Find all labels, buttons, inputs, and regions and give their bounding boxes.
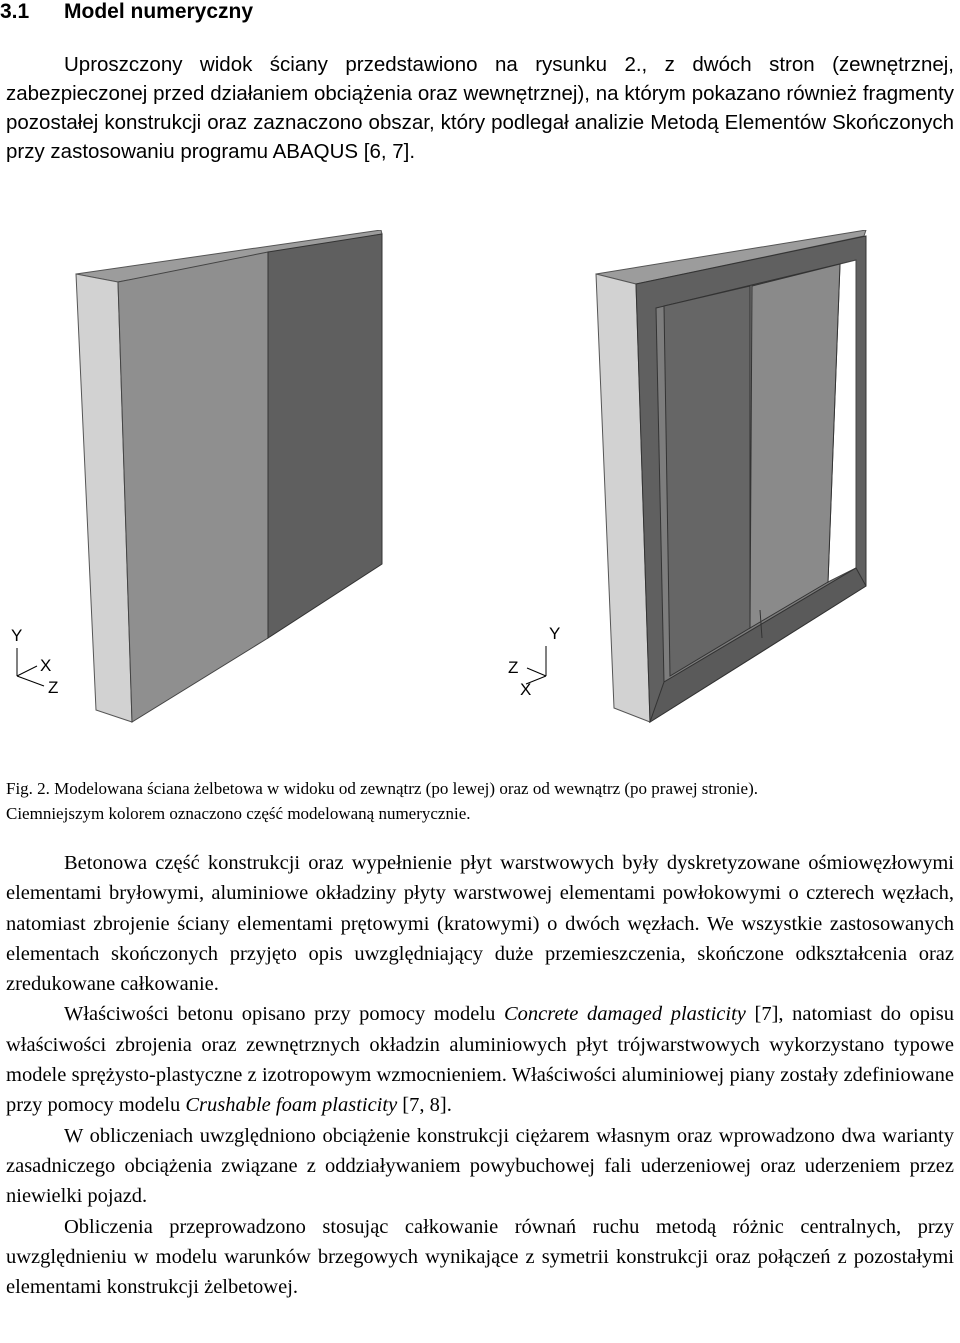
figure-caption-line-2: Ciemniejszym kolorem oznaczono część modelowaną numerycznie.: [6, 804, 471, 823]
model-name-concrete: Concrete damaged plasticity: [503, 1003, 746, 1026]
figure-wall-models: [0, 230, 960, 730]
body-text: [6, 848, 954, 1302]
right-axes-triad: [508, 624, 560, 699]
left-axis-z-label: Z: [48, 678, 59, 697]
left-wall-front-light: [118, 252, 268, 722]
section-title: Model numeryczny: [64, 0, 254, 23]
left-axes-triad: [11, 626, 58, 697]
left-axis-y-label: Y: [11, 626, 23, 645]
paragraph-material-text-2: [7], natomiast do opisu właściwości zbrojenia oraz zewnętrznych okładzin aluminiowych płyt trójwarstwowych wykorzystano typowe modele sprężysto-plastyczne z izotropowym wzmocnieniem. Właściwości aluminiowej piany zostały zdefiniowane przy pomocy modelu: [6, 1003, 954, 1117]
section-number: 3.1: [0, 0, 30, 23]
left-wall-front-dark: [268, 234, 382, 638]
figure-caption-line-1: Fig. 2. Modelowana ściana żelbetowa w widoku od zewnątrz (po lewej) oraz od wewnątrz (po prawej stronie).: [6, 779, 758, 798]
model-name-foam: Crushable foam plasticity: [185, 1094, 398, 1117]
paragraph-loads: W obliczeniach uwzględniono obciążenie konstrukcji ciężarem własnym oraz wprowadzono dwa warianty zasadniczego obciążenia związane z oddziaływaniem powybuchowej fali uderzeniowej oraz uderzeniem przez niewielki pojazd.: [6, 1124, 954, 1208]
right-wall-panel-light: [750, 264, 840, 628]
right-axis-z-label: Z: [508, 658, 519, 677]
paragraph-material-models: [6, 999, 954, 1120]
right-axis-x-label: X: [520, 680, 532, 699]
section-heading: [0, 0, 253, 24]
right-wall-panel-dark: [664, 286, 750, 676]
paragraph-discretization: Betonowa część konstrukcji oraz wypełnienie płyt warstwowych były dyskretyzowane ośmiowęzłowymi elementami bryłowymi, aluminiowe okładziny płyty warstwowej elementami powłokowymi o czterech węzłach, natomiast zbrojenie ściany elementami prętowymi (kratowymi) o dwóch węzłach. We wszystkie zastosowanych elementach skończonych przyjęto opis uwzględniający duże przemieszczenia, skończone odkształcenia oraz zredukowane całkowanie.: [6, 852, 954, 996]
paragraph-material-text-1: Właściwości betonu opisano przy pomocy modelu: [64, 1003, 504, 1026]
paragraph-material-text-3: [7, 8].: [397, 1094, 452, 1117]
right-wall-model: [596, 230, 866, 722]
right-axis-y-label: Y: [549, 624, 561, 643]
intro-paragraph: Uproszczony widok ściany przedstawiono na rysunku 2., z dwóch stron (zewnętrznej, zabezpieczonej przed działaniem obciążenia oraz wewnętrznej), na którym pokazano również fragmenty pozostałej konstrukcji oraz zaznaczono obszar, który podlegał analizie Metodą Elementów Skończonych przy zastosowaniu programu ABAQUS [6, 7].: [6, 53, 954, 163]
left-axis-x-label: X: [40, 656, 52, 675]
paragraph-integration: Obliczenia przeprowadzono stosując całkowanie równań ruchu metodą różnic centralnych, przy uwzględnieniu w modelu warunków brzegowych wynikające z symetrii konstrukcji oraz połączeń z pozostałymi elementami konstrukcji żelbetowej.: [6, 1215, 954, 1299]
figure-caption: [6, 776, 954, 826]
left-wall-model: [76, 230, 382, 722]
